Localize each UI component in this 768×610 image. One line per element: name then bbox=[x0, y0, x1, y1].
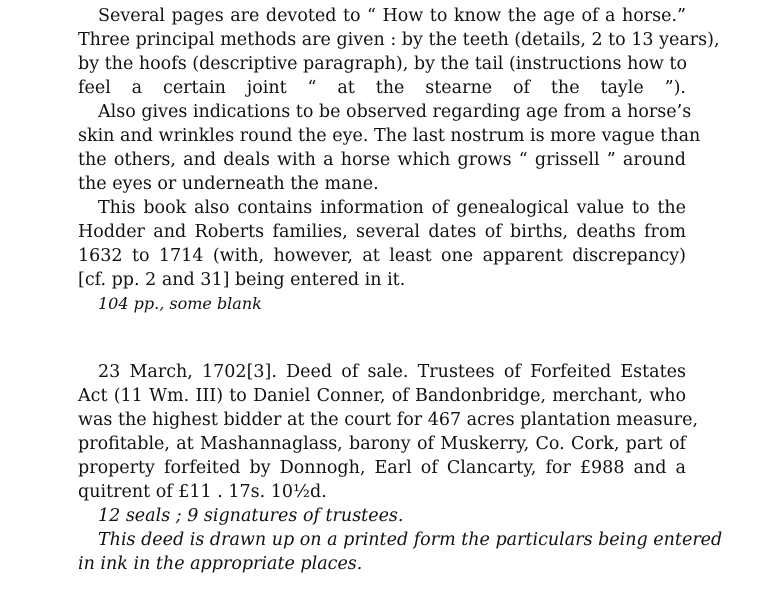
text-line: quitrent of £11 . 17s. 10½d. bbox=[78, 482, 327, 502]
deed-note-line: This deed is drawn up on a printed form the particulars being entered bbox=[98, 530, 723, 550]
text-line: by the hoofs (descriptive paragraph), by the tail (instructions how to bbox=[78, 54, 688, 74]
text-line: the eyes or underneath the mane. bbox=[78, 174, 379, 194]
text-line: feel a certain joint “ at the stearne of the tayle ”). bbox=[78, 78, 686, 98]
text-line: 1632 to 1714 (with, however, at least one apparent discrepancy) bbox=[78, 246, 686, 266]
text-line: 23 March, 1702[3]. Deed of sale. Trustees of Forfeited Estates bbox=[98, 362, 686, 382]
text-line: [cf. pp. 2 and 31] being entered in it. bbox=[78, 270, 406, 290]
text-line: Hodder and Roberts families, several dates of births, deaths from bbox=[78, 222, 686, 242]
text-line: Several pages are devoted to “ How to know the age of a horse.” bbox=[98, 6, 686, 26]
text-line: was the highest bidder at the court for 467 acres plantation measure, bbox=[78, 410, 699, 430]
seals-note: 12 seals ; 9 signatures of trustees. bbox=[98, 506, 404, 526]
text-line: Act (11 Wm. III) to Daniel Conner, of Bandonbridge, merchant, who bbox=[78, 386, 686, 406]
page-count-note: 104 pp., some blank bbox=[98, 294, 262, 313]
text-line: property forfeited by Donnogh, Earl of Clancarty, for £988 and a bbox=[78, 458, 686, 478]
deed-note-line: in ink in the appropriate places. bbox=[78, 554, 363, 574]
text-line: Also gives indications to be observed regarding age from a horse’s bbox=[98, 102, 692, 122]
text-line: skin and wrinkles round the eye. The last nostrum is more vague than bbox=[78, 126, 701, 146]
text-line: the others, and deals with a horse which grows “ grissell ” around bbox=[78, 150, 686, 170]
text-line: profitable, at Mashannaglass, barony of Muskerry, Co. Cork, part of bbox=[78, 434, 686, 454]
text-line: Three principal methods are given : by the teeth (details, 2 to 13 years), bbox=[78, 30, 720, 50]
text-line: This book also contains information of genealogical value to the bbox=[98, 198, 686, 218]
